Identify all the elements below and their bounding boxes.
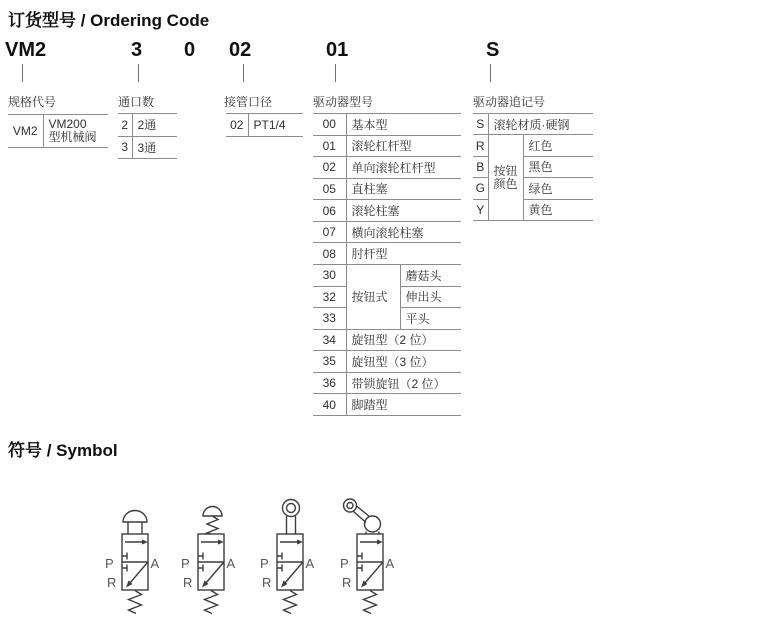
code-part-ports: 3 <box>131 39 143 61</box>
desc-cell: 平头 <box>400 308 461 330</box>
code-cell: 00 <box>313 114 346 136</box>
table-header-pipe: 接管口径 <box>224 95 273 109</box>
return-spring-icon <box>129 591 142 614</box>
port-label-r: R <box>183 575 193 590</box>
code-connector-line <box>22 64 23 82</box>
table-row <box>313 372 461 394</box>
table-row <box>313 329 461 351</box>
port-label-a: A <box>385 556 395 571</box>
code-connector-line <box>243 64 244 82</box>
code-cell: S <box>473 114 488 135</box>
actuator-type-table <box>313 113 461 416</box>
port-label-p: P <box>105 556 114 571</box>
desc-cell: PT1/4 <box>248 114 303 137</box>
code-cell: G <box>473 178 488 199</box>
desc-cell: 绿色 <box>523 178 593 199</box>
table-row <box>473 135 593 156</box>
port-label-a: A <box>150 556 160 571</box>
table-row <box>473 114 593 135</box>
desc-cell: 黑色 <box>523 156 593 177</box>
code-cell: VM2 <box>8 115 43 148</box>
desc-line-1: VM200 <box>48 117 87 131</box>
code-part-pipe: 02 <box>229 39 252 61</box>
code-cell: 32 <box>313 286 346 308</box>
desc-cell: 滚轮材质·硬钢 <box>488 114 593 135</box>
code-cell: 08 <box>313 243 346 265</box>
port-label-a: A <box>226 556 236 571</box>
return-spring-icon <box>284 591 297 614</box>
table-row <box>118 136 177 159</box>
code-connector-line <box>490 64 491 82</box>
desc-cell <box>43 115 108 148</box>
code-cell: 36 <box>313 372 346 394</box>
table-row <box>226 114 303 137</box>
table-row <box>313 394 461 416</box>
port-label-p: P <box>340 556 349 571</box>
code-cell: R <box>473 135 488 156</box>
desc-cell: 红色 <box>523 135 593 156</box>
valve-symbol-roller-lever <box>339 495 401 619</box>
desc-cell: 黄色 <box>523 199 593 220</box>
spring-button-actuator-icon <box>203 507 222 534</box>
desc-line-2: 型机械阀 <box>48 130 97 144</box>
code-cell: 01 <box>313 135 346 157</box>
port-label-a: A <box>305 556 315 571</box>
code-part-actuator: 01 <box>326 39 349 61</box>
code-cell: 40 <box>313 394 346 416</box>
port-label-r: R <box>342 575 352 590</box>
code-cell: 3 <box>118 136 132 159</box>
group-label-cell <box>488 135 523 221</box>
port-label-r: R <box>262 575 272 590</box>
ports-table <box>118 113 177 159</box>
desc-cell: 伸出头 <box>400 286 461 308</box>
code-part-suffix: S <box>486 39 500 61</box>
pipe-size-table <box>226 113 303 137</box>
code-cell: 2 <box>118 114 132 137</box>
valve-body <box>198 534 224 590</box>
table-row <box>313 157 461 179</box>
valve-symbol-roller-plunger <box>259 495 321 619</box>
table-row <box>313 264 461 286</box>
code-cell: 05 <box>313 178 346 200</box>
valve-body <box>277 534 303 590</box>
table-row <box>313 200 461 222</box>
desc-cell: 滚轮柱塞 <box>346 200 461 222</box>
desc-cell: 3通 <box>132 136 177 159</box>
valve-symbol-basic-push-button <box>104 495 166 619</box>
port-label-p: P <box>181 556 190 571</box>
desc-cell: 脚踏型 <box>346 394 461 416</box>
code-cell: 02 <box>313 157 346 179</box>
table-row <box>118 114 177 137</box>
code-cell: 35 <box>313 351 346 373</box>
desc-cell: 旋钮型（3 位） <box>346 351 461 373</box>
desc-cell: 2通 <box>132 114 177 137</box>
code-cell: 02 <box>226 114 248 137</box>
valve-body <box>122 534 148 590</box>
desc-cell: 肘杆型 <box>346 243 461 265</box>
desc-cell: 横向滚轮柱塞 <box>346 221 461 243</box>
table-row <box>313 114 461 136</box>
code-cell: 06 <box>313 200 346 222</box>
code-cell: 34 <box>313 329 346 351</box>
table-row <box>313 243 461 265</box>
code-connector-line <box>335 64 336 82</box>
table-header-ports: 通口数 <box>118 95 155 109</box>
desc-cell: 蘑菇头 <box>400 264 461 286</box>
table-row <box>313 135 461 157</box>
roller-lever-actuator-icon <box>344 499 381 534</box>
return-spring-icon <box>205 591 218 614</box>
push-button-actuator-icon <box>123 511 147 535</box>
table-header-actuator: 驱动器型号 <box>313 95 374 109</box>
actuator-suffix-table <box>473 113 593 221</box>
ordering-section-title: 订货型号 / Ordering Code <box>8 11 210 30</box>
desc-cell: 带锁旋钮（2 位） <box>346 372 461 394</box>
valve-body <box>357 534 383 590</box>
desc-cell: 单向滚轮杠杆型 <box>346 157 461 179</box>
port-label-r: R <box>107 575 117 590</box>
table-row <box>313 178 461 200</box>
code-cell: 33 <box>313 308 346 330</box>
desc-cell: 滚轮杠杆型 <box>346 135 461 157</box>
return-spring-icon <box>364 591 377 614</box>
code-connector-line <box>138 64 139 82</box>
table-header-spec: 规格代号 <box>8 95 57 109</box>
group-label-cell: 按钮式 <box>346 264 400 329</box>
group-label-line-1: 按钮 <box>493 163 518 178</box>
port-label-p: P <box>260 556 269 571</box>
spec-table <box>8 114 108 148</box>
table-row <box>8 115 108 148</box>
table-header-suffix: 驱动器追记号 <box>473 95 546 109</box>
symbol-section-title: 符号 / Symbol <box>8 441 118 460</box>
code-cell: 07 <box>313 221 346 243</box>
code-cell: B <box>473 156 488 177</box>
code-part-zero: 0 <box>184 39 196 61</box>
code-cell: Y <box>473 199 488 220</box>
desc-cell: 旋钮型（2 位） <box>346 329 461 351</box>
desc-cell: 基本型 <box>346 114 461 136</box>
table-row <box>313 351 461 373</box>
roller-plunger-actuator-icon <box>283 500 300 535</box>
desc-cell: 直柱塞 <box>346 178 461 200</box>
valve-symbol-spring-push-button <box>180 495 242 619</box>
code-cell: 30 <box>313 264 346 286</box>
group-label-line-2: 颜色 <box>493 176 518 191</box>
table-row <box>313 221 461 243</box>
code-part-series: VM2 <box>5 39 47 61</box>
